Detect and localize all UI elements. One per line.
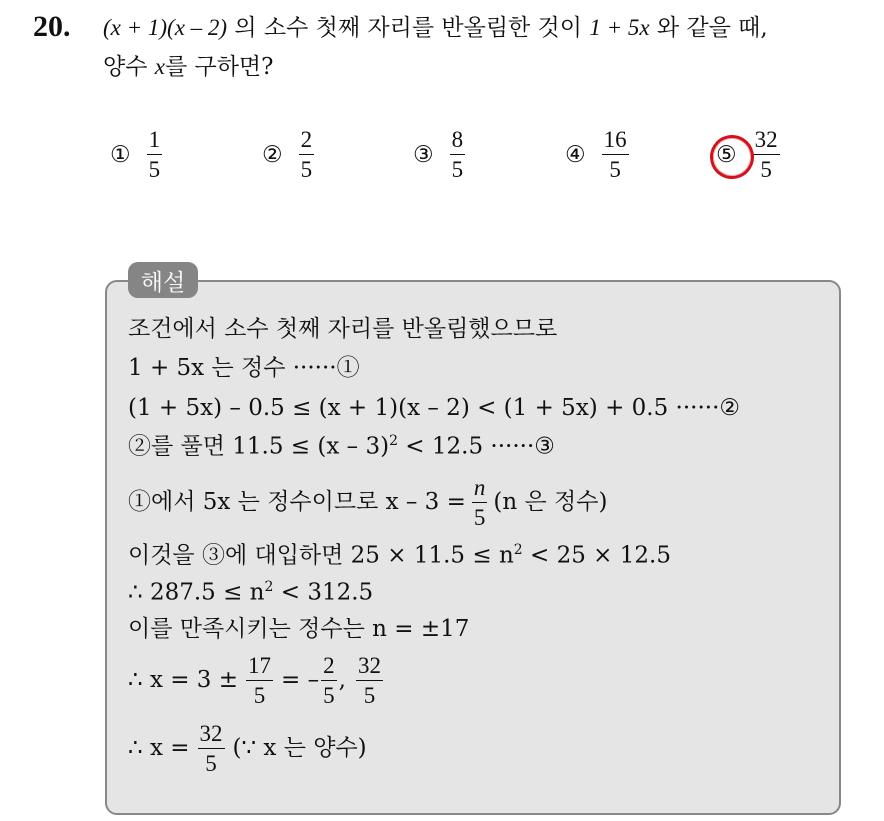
line9-part-b: = –	[281, 667, 320, 693]
numerator: 17	[246, 654, 273, 681]
denominator: 5	[205, 751, 217, 776]
line4-part-b: < 12.5 ······③	[397, 433, 555, 460]
solution-line-7	[128, 580, 373, 605]
numerator: 32	[356, 654, 383, 681]
choice-2[interactable]	[262, 128, 316, 181]
choice-mark: ②	[262, 141, 283, 168]
question-expression: (x + 1)(x – 2)	[103, 15, 228, 40]
denominator: 5	[760, 157, 772, 182]
question-line-2	[103, 55, 273, 79]
line4-part-a: ②를 풀면 11.5 ≤ (x – 3)	[128, 433, 390, 460]
exponent: 2	[389, 433, 398, 449]
question-line2-pre: 양수	[103, 54, 155, 80]
question-line-1	[103, 16, 768, 40]
denominator: 5	[473, 505, 486, 530]
line10-part-b: (∵ x 는 양수)	[232, 735, 367, 761]
denominator: 5	[323, 683, 335, 708]
solution-line-10	[128, 722, 367, 775]
line6-part-b: < 25 × 12.5	[522, 542, 671, 569]
fraction	[321, 654, 337, 707]
solution-line-1: 조건에서 소수 첫째 자리를 반올림했으므로	[128, 316, 558, 342]
line9-comma: ,	[338, 667, 346, 693]
line6-part-a: 이것을 ③에 대입하면 25 × 11.5 ≤ n	[128, 542, 514, 569]
fraction	[246, 654, 273, 707]
choice-fraction	[753, 128, 780, 181]
choice-fraction	[602, 128, 629, 181]
choice-mark-text: ⑤	[716, 141, 737, 168]
question-number: 20.	[33, 10, 71, 43]
denominator: 5	[363, 683, 376, 708]
line7-part-a: ∴ 287.5 ≤ n	[128, 579, 265, 606]
question-text: 의 소수 첫째 자리를 반올림한 것이	[227, 15, 590, 41]
exponent: 2	[264, 579, 274, 595]
line10-part-a: ∴ x =	[128, 735, 190, 761]
line9-part-a: ∴ x = 3 ±	[128, 667, 239, 693]
numerator: 1	[147, 128, 163, 155]
fraction	[356, 654, 383, 707]
solution-line-2: 1 + 5x 는 정수 ······①	[128, 355, 360, 381]
numerator: n	[472, 476, 488, 503]
answer-circle-icon	[706, 130, 758, 182]
numerator: 2	[299, 128, 315, 155]
solution-line-8: 이를 만족시키는 정수는 n = ±17	[128, 616, 470, 642]
denominator: 5	[148, 157, 161, 182]
choice-mark	[716, 142, 737, 168]
line5-part-b: (n 은 정수)	[493, 489, 608, 515]
question-text-tail: 와 같을 때,	[649, 15, 768, 41]
solution-line-4	[128, 434, 555, 459]
choice-mark: ③	[413, 141, 434, 168]
choice-fraction	[299, 128, 315, 181]
choice-3[interactable]	[413, 128, 467, 181]
numerator: 8	[450, 128, 466, 155]
line7-part-b: < 312.5	[273, 579, 374, 606]
fraction	[198, 722, 225, 775]
denominator: 5	[300, 157, 313, 182]
solution-line-5	[128, 476, 607, 529]
numerator: 32	[753, 128, 780, 155]
choice-mark: ④	[565, 141, 586, 168]
numerator: 2	[321, 654, 337, 681]
choice-5[interactable]	[716, 128, 782, 181]
question-variable: x	[154, 54, 165, 79]
solution-line-9	[128, 654, 385, 707]
question-line2-tail: 를 구하면?	[164, 54, 274, 80]
line5-part-a: ①에서 5x 는 정수이므로 x – 3 =	[128, 489, 466, 515]
denominator: 5	[451, 157, 464, 182]
choice-1[interactable]	[110, 128, 164, 181]
solution-line-6	[128, 543, 671, 568]
numerator: 32	[198, 722, 225, 749]
solution-line-3: (1 + 5x) – 0.5 ≤ (x + 1)(x – 2) < (1 + 5x) + 0.5 ······②	[128, 395, 741, 421]
denominator: 5	[609, 157, 621, 182]
numerator: 16	[602, 128, 629, 155]
question-expression-2: 1 + 5x	[589, 15, 650, 40]
solution-tag: 해설	[128, 262, 198, 298]
choice-4[interactable]	[565, 128, 631, 181]
fraction	[472, 476, 488, 529]
denominator: 5	[253, 683, 266, 708]
exponent: 2	[513, 542, 523, 558]
choice-fraction	[450, 128, 466, 181]
choice-fraction	[147, 128, 163, 181]
choice-mark: ①	[110, 141, 131, 168]
